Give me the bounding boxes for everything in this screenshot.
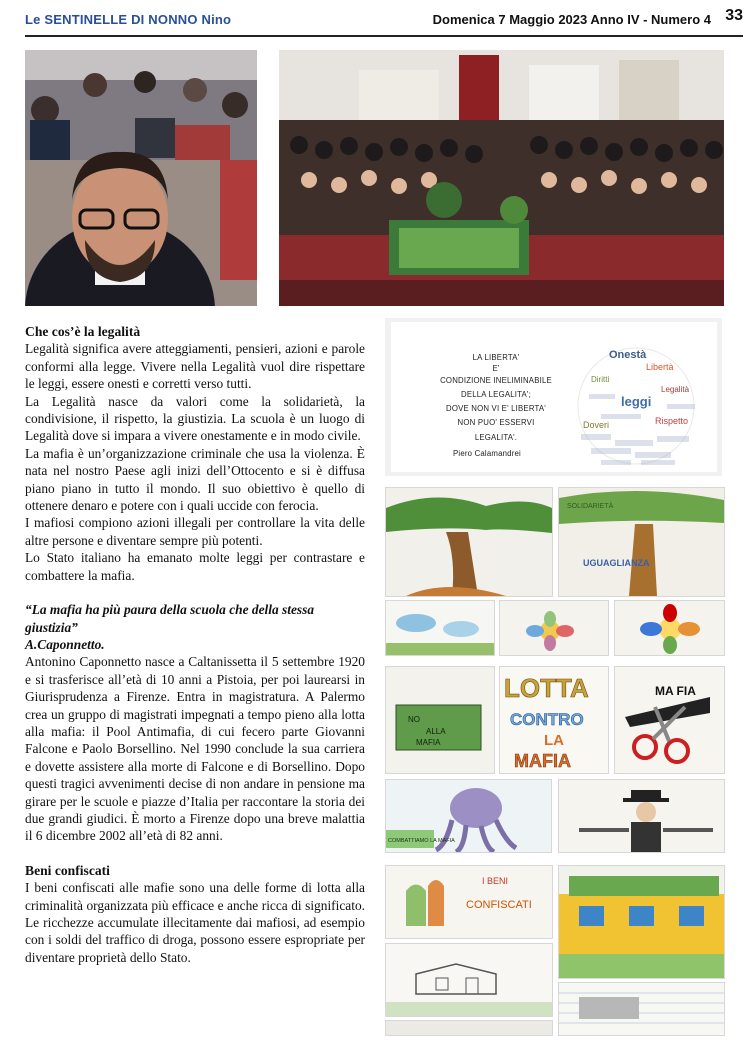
drawing-octopus [385, 779, 552, 853]
drawing-word: UGUAGLIANZA [583, 558, 650, 568]
drawing-word: CONFISCATI [466, 899, 532, 911]
drawing-lined-sheet [558, 982, 725, 1036]
drawing-bottom-strip [385, 1020, 553, 1036]
drawing-word: MAFIA [514, 751, 571, 771]
caponnetto-quote: “La mafia ha più paura della scuola che della stessa giustizia” [25, 602, 315, 635]
issue-date: Domenica 7 Maggio 2023 Anno IV - Numero 4 [432, 12, 711, 27]
drawing-word: NO [408, 715, 420, 724]
wordcloud-word: Diritti [591, 375, 610, 384]
drawing-tree-values [558, 487, 725, 597]
drawing-lotta-contro-la-mafia [499, 666, 609, 774]
page-number: 33 [725, 7, 743, 24]
section-title-legalita: Che cos’è la legalità [25, 324, 141, 339]
drawing-gangster [558, 779, 725, 853]
wordcloud-word: Onestà [609, 349, 647, 361]
wordcloud-word: Rispetto [655, 416, 689, 426]
drawing-house-sketch [385, 943, 553, 1017]
paragraph: I beni confiscati alle mafie sono una delle forme di lotta alla criminalità organizzata più efficace e anche ricca di significato. Le ricchezze accumulate illecitamente dai mafiosi, ad esempio con i soldi del traffico di droga, possono essere espropriate per diventare proprietà dello Stato. [25, 880, 365, 965]
drawing-word: COMBATTIAMO LA MAFIA [388, 838, 455, 844]
drawing-word: SOLIDARIETÀ [567, 503, 614, 510]
paragraph: Antonino Caponnetto nasce a Caltanissetta il 5 settembre 1920 e si trasferisce all’età di 10 anni a Pistoia, per poi laurearsi in Giurisprudenza a Firenze. Entra in magistratura. A Palermo crea un gruppo di magistrati impegnati a tempo pieno alla lotta alla mafia: il Pool Antimafia, di cui fecero parte Giovanni Falcone e Paolo Borsellino. Nel 1990 conclude la sua carriera e dovette assistere alla morte di Falcone e di Borsellino. Dopo questi tragici avvenimenti decise di non andare in pensione ma girare per le scuole e piazze d’Italia per raccontare la storia dei due grandi giudici. È morto a Firenze dopo una breve malattia il 6 dicembre 2002 all’età di 82 anni. [25, 654, 365, 844]
drawing-beni-confiscati-houses [385, 865, 553, 939]
article-text [25, 323, 365, 966]
paragraph: I mafiosi compiono azioni illegali per controllare la vita delle altre persone e diventare sempre più potenti. [25, 515, 365, 548]
drawing-flower-large [614, 600, 725, 656]
drawing-sky [385, 600, 495, 656]
drawing-word: MAFIA [416, 738, 441, 747]
quote-line: NON PUO' ESSERVI [457, 418, 535, 427]
wordcloud-word: Doveri [583, 420, 610, 430]
drawing-tree [385, 487, 553, 597]
quote-line: E' [492, 364, 500, 373]
journal-title: Le SENTINELLE DI NONNO Nino [25, 12, 232, 27]
quote-line: LEGALITA'. [474, 433, 518, 442]
peace-sign-wordcloud [571, 344, 706, 470]
paragraph: La mafia è un’organizzazione criminale che usa la violenza. È nata nel nostro Paese agli inizi dell’Ottocento e si è diffusa piano piano in tutto il mondo. Il suo obiettivo è quello di ottenere denaro e potere con i quali uccide con ferocia. [25, 445, 365, 514]
paragraph: La Legalità nasce da valori come la solidarietà, la condivisione, il rispetto, la giustizia. La scuola è un luogo di Legalità dove si impara a vivere onestamente e in modo civile. [25, 393, 365, 444]
drawing-word: LOTTA [504, 673, 589, 703]
paragraph: Legalità significa avere atteggiamenti, pensieri, azioni e parole conformi alla legge. Vivere nella Legalità vuol dire rispettare le leggi, essere onesti e corretti verso tutti. [25, 341, 365, 392]
page-header [25, 9, 743, 37]
auditorium-photo [279, 50, 724, 306]
quote-line: LA LIBERTA' [472, 353, 520, 362]
quote-line: CONDIZIONE INELIMINABILE [440, 376, 552, 385]
wordcloud-word: Legalità [661, 385, 690, 394]
drawing-no-alla-mafia [385, 666, 495, 774]
quote-line: DOVE NON VI E' LIBERTA' [445, 404, 546, 413]
quote-author: A.Caponnetto. [25, 636, 105, 652]
paragraph: Lo Stato italiano ha emanato molte leggi per contrastare e combattere la mafia. [25, 550, 365, 583]
quote-line: DELLA LEGALITA'; [461, 390, 531, 399]
calamandrei-quote-card [385, 318, 722, 476]
drawing-house-yellow [558, 865, 725, 979]
selfie-photo [25, 50, 257, 306]
drawing-word: MA FIA [655, 684, 696, 698]
drawing-scissors-mafia [614, 666, 725, 774]
drawing-word: ALLA [426, 727, 446, 736]
section-title-beni: Beni confiscati [25, 862, 110, 878]
wordcloud-word: Libertà [646, 362, 674, 372]
quote-author: Piero Calamandrei [453, 449, 521, 458]
wordcloud-word: leggi [621, 394, 652, 409]
drawing-word: LA [544, 732, 564, 749]
drawing-word: CONTRO [510, 710, 584, 729]
drawing-flower-small [499, 600, 609, 656]
drawing-word: I BENI [482, 876, 509, 886]
